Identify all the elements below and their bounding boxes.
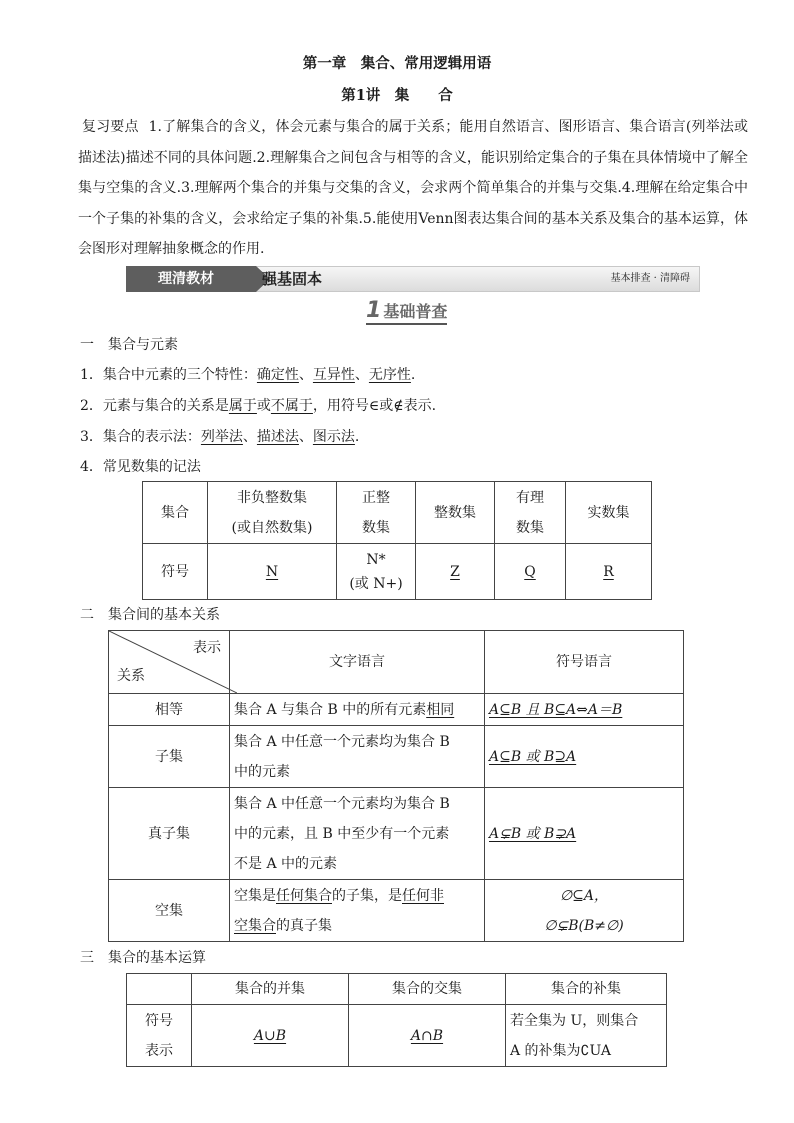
text: 表示 bbox=[145, 1042, 173, 1059]
text: 1．集合中元素的三个特性： bbox=[80, 367, 257, 383]
part1-heading: 一 集合与元素 bbox=[80, 337, 178, 353]
answer-blank: 空集合 bbox=[234, 917, 276, 934]
cell bbox=[230, 694, 485, 726]
cell bbox=[485, 788, 684, 880]
cell-head: 集合 bbox=[143, 482, 208, 544]
review-label: 复习要点 bbox=[82, 119, 139, 135]
answer-blank: Q bbox=[524, 563, 536, 580]
text: 集合 A 中任意一个元素均为集合 B bbox=[234, 795, 450, 812]
cell bbox=[208, 544, 337, 600]
section-name: 基础普查 bbox=[383, 302, 448, 321]
part1-line3 bbox=[80, 426, 359, 446]
cell-head: 集合的补集 bbox=[506, 974, 667, 1005]
section-number: 1 bbox=[366, 298, 382, 323]
banner-title: 强基固本 bbox=[262, 270, 323, 288]
text: . bbox=[354, 429, 360, 445]
answer-blank: 不属于 bbox=[270, 398, 313, 414]
lesson-title: 第1讲 集 合 bbox=[341, 87, 453, 104]
text: 空集是 bbox=[234, 887, 276, 904]
number-sets-table bbox=[142, 481, 652, 600]
section-banner bbox=[126, 266, 700, 292]
answer-blank: R bbox=[603, 563, 614, 580]
part1-line2 bbox=[80, 395, 436, 415]
answer-blank: 列举法 bbox=[200, 429, 243, 445]
cell bbox=[230, 788, 485, 880]
text: 集合 A 与集合 B 中的所有元素 bbox=[234, 701, 427, 718]
answer-blank: A∩B bbox=[410, 1027, 444, 1044]
text: 集合 A 中任意一个元素均为集合 B bbox=[234, 733, 450, 750]
chapter-title: 第一章 集合、常用逻辑用语 bbox=[302, 55, 492, 72]
diag-top-label: 表示 bbox=[193, 640, 221, 656]
text: 非负整数集 bbox=[237, 489, 307, 506]
text: 或 bbox=[256, 398, 271, 414]
text: 、 bbox=[298, 429, 313, 445]
text: 数集 bbox=[516, 519, 544, 536]
text: 2．元素与集合的关系是 bbox=[80, 398, 229, 414]
cell-head: 集合的并集 bbox=[192, 974, 349, 1005]
text: 、 bbox=[298, 367, 313, 383]
text: 若全集为 U，则集合 bbox=[510, 1012, 639, 1029]
answer-blank: A⊊B 或 B⊋A bbox=[489, 825, 577, 842]
section-title bbox=[366, 298, 447, 323]
cell bbox=[495, 482, 566, 544]
text: ∅⊊B(B≠∅) bbox=[544, 917, 624, 934]
answer-blank: Z bbox=[450, 563, 460, 580]
banner-tag: 理清教材 bbox=[126, 266, 256, 292]
cell bbox=[230, 726, 485, 788]
answer-blank: 图示法 bbox=[312, 429, 355, 445]
cell bbox=[208, 482, 337, 544]
cell bbox=[495, 544, 566, 600]
text: . bbox=[410, 367, 416, 383]
cell-head: 文字语言 bbox=[230, 631, 485, 694]
cell-head: 集合的交集 bbox=[349, 974, 506, 1005]
answer-blank: A⊆B 或 B⊇A bbox=[489, 748, 577, 765]
part1-line4: 4．常见数集的记法 bbox=[80, 459, 201, 475]
cell: 实数集 bbox=[566, 482, 652, 544]
cell: 真子集 bbox=[109, 788, 230, 880]
answer-blank: 相同 bbox=[426, 701, 455, 718]
cell: 空集 bbox=[109, 880, 230, 942]
answer-blank: 描述法 bbox=[256, 429, 299, 445]
cell bbox=[337, 482, 416, 544]
cell bbox=[485, 694, 684, 726]
text: 数集 bbox=[362, 519, 390, 536]
answer-blank: 无序性 bbox=[368, 367, 411, 383]
text: 中的元素 bbox=[234, 763, 290, 780]
answer-blank: 任何集合 bbox=[276, 887, 332, 904]
cell-head: 符号语言 bbox=[485, 631, 684, 694]
cell bbox=[337, 544, 416, 600]
text: ∅⊆A， bbox=[559, 887, 609, 904]
text: 、 bbox=[242, 429, 257, 445]
answer-blank: A∪B bbox=[253, 1027, 287, 1044]
text: 不是 A 中的元素 bbox=[234, 855, 338, 872]
cell: 相等 bbox=[109, 694, 230, 726]
text: 、 bbox=[354, 367, 369, 383]
text: 中的元素，且 B 中至少有一个元素 bbox=[234, 825, 450, 842]
answer-blank: N bbox=[265, 563, 279, 580]
text: 有理 bbox=[516, 489, 544, 506]
answer-blank: 任何非 bbox=[402, 887, 444, 904]
cell bbox=[349, 1005, 506, 1067]
cell bbox=[416, 544, 495, 600]
answer-blank: 属于 bbox=[228, 398, 257, 414]
text: 的真子集 bbox=[276, 917, 332, 934]
answer-blank: 确定性 bbox=[256, 367, 299, 383]
diagonal-header bbox=[109, 631, 230, 694]
answer-blank: A⊆B 且 B⊆A⇔A＝B bbox=[489, 701, 623, 718]
review-text: 1.了解集合的含义，体会元素与集合的属于关系；能用自然语言、图形语言、集合语言(列举法或描述法)描述不同的具体问题.2.理解集合之间包含与相等的含义，能识别给定集合的子集在具体情境中了解全集与空集的含义.3.理解两个集合的并集与交集的含义，会求两个简单集合的并集与交集.4.理解在给定集合中一个子集的补集的含义，会求给定子集的补集.5.能使用Venn图表达集合间的基本关系及集合的基本运算，体会图形对理解抽象概念的作用. bbox=[78, 119, 748, 257]
text: N* bbox=[366, 551, 386, 568]
text: 的子集，是 bbox=[332, 887, 402, 904]
cell bbox=[485, 880, 684, 942]
cell: 整数集 bbox=[416, 482, 495, 544]
cell-head: 符号 bbox=[143, 544, 208, 600]
text: 符号 bbox=[145, 1012, 173, 1029]
cell bbox=[127, 1005, 192, 1067]
text: (或 N+) bbox=[349, 575, 403, 592]
banner-subtitle: 基本排查 · 清障碍 bbox=[610, 273, 690, 284]
part1-line1 bbox=[80, 364, 415, 384]
text: A 的补集为∁UA bbox=[510, 1042, 611, 1059]
text: 3．集合的表示法： bbox=[80, 429, 201, 445]
cell bbox=[506, 1005, 667, 1067]
text: ，用符号∈或∉表示. bbox=[312, 398, 437, 414]
cell bbox=[485, 726, 684, 788]
relations-table bbox=[108, 630, 684, 942]
section-underline bbox=[366, 323, 447, 325]
diag-bottom-label: 关系 bbox=[117, 668, 145, 684]
review-points bbox=[78, 112, 748, 265]
cell bbox=[566, 544, 652, 600]
cell: 子集 bbox=[109, 726, 230, 788]
text: (或自然数集) bbox=[231, 519, 313, 536]
operations-table bbox=[126, 973, 667, 1067]
cell bbox=[192, 1005, 349, 1067]
answer-blank: 互异性 bbox=[312, 367, 355, 383]
part3-heading: 三 集合的基本运算 bbox=[80, 950, 206, 966]
cell bbox=[230, 880, 485, 942]
part2-heading: 二 集合间的基本关系 bbox=[80, 607, 220, 623]
text: 正整 bbox=[362, 489, 390, 506]
cell bbox=[127, 974, 192, 1005]
